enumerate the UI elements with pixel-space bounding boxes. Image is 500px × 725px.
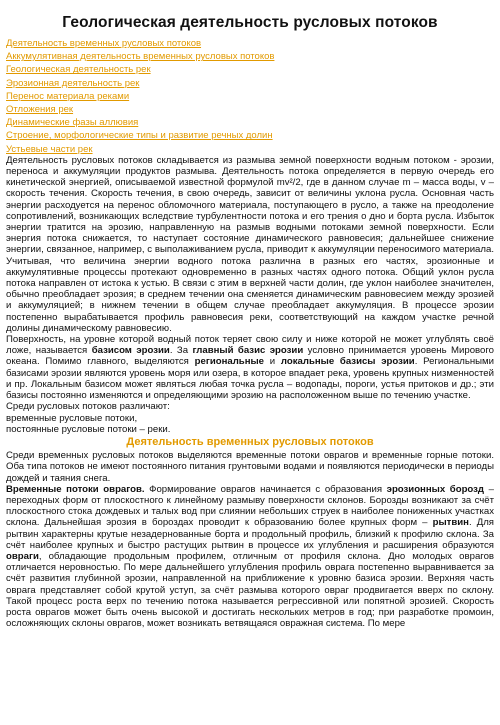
toc-link-river-mouths[interactable]: Устьевые части рек <box>6 143 93 155</box>
term-local-erosion-base: локальные базисы эрозии <box>280 356 415 368</box>
toc-link-river-erosion[interactable]: Эрозионная деятельность рек <box>6 77 140 89</box>
paragraph: Деятельность русловых потоков складывается из размыва земной поверхности водным потоком - эрозии, переноса и аккумуляции продуктов размыва. Деятельность потока определяется в первую очередь его кинетической энергией, описываемой известной формулой mv²/2, где в данном случае m – масса воды, v – скорость течения. Скорость течения, в свою очередь, зависит от величины уклона русла. Основная часть энергии расходуется на перенос обломочного материала, поступающего в русло, а также на преодоление сопротивлений, возникающих вследствие турбулентности потока и его трения о дно и борта русла. Избыток энергии тратится на эрозию, направленную на размыв водными потоками земной поверхности. Если энергия потока снижается, то наступает состояние динамического равновесия; дальнейшее снижение энергии, связанное, например, с выполаживанием русла, приводит к аккумуляции переносимого материала. Учитывая, что величина энергии водного потока различна в разных его частях, эрозионные и аккумулятивные процессы протекают одновременно в разных частях одного потока. Общий уклон русла потока направлен от истока к устью. В связи с этим в верхней части долин, где уклон наиболее значителен, обычно преобладает эрозия; в среднем течении она сменяется динамическим равновесием между эрозией и аккумуляцией; в нижнем течении в общем случае преобладает аккумуляция. В процессе эрозии постепенно вырабатывается профиль равновесия реки, соответствующий на каждом участке речной долины динамическому равновесию. <box>6 154 494 334</box>
term-ravine-flows: Временные потоки оврагов. <box>6 483 145 495</box>
paragraph: Среди русловых потоков различают: <box>6 401 170 413</box>
toc-item <box>6 102 494 115</box>
toc-link-valley-structure[interactable]: Строение, морфологические типы и развитие речных долин <box>6 130 273 142</box>
section-heading: Деятельность временных русловых потоков <box>126 435 374 448</box>
toc-item <box>6 128 494 141</box>
term-main-erosion-base: главный базис эрозии <box>192 345 304 357</box>
table-of-contents <box>6 36 494 155</box>
toc-item <box>6 115 494 128</box>
list-item: временные русловые потоки, <box>6 412 138 424</box>
toc-item <box>6 76 494 89</box>
term-erosion-base: базисом эрозии <box>91 345 170 357</box>
paragraph: Среди временных русловых потоков выделяются временные потоки оврагов и временные горные потоки. Оба типа потоков не имеют постоянного питания грунтовыми водами и появляются периодически в периоды дождей и таяния снега. <box>6 450 494 484</box>
toc-link-accumulation-temporary[interactable]: Аккумулятивная деятельность временных русловых потоков <box>6 51 275 63</box>
paragraph: Поверхность, на уровне которой водный поток теряет свою силу и ниже которой не может углублять своё ложе, называется базисом эрозии. За главный базис эрозии условно принимается уровень Мирового океана. Помимо главного, выделяются региональные и локальные базисы эрозии. Региональными базисами эрозии являются уровень моря или озера, в которое впадает река, уровень крупных низменностей и пр. Локальным базисом может являться любая точка русла – водопады, пороги, устья притоков и др.; эти базисы постоянно изменяются и определяющими эрозию на расположенном выше по течению участке. <box>6 334 494 402</box>
toc-item <box>6 49 494 62</box>
list-item: постоянные русловые потоки – реки. <box>6 423 171 435</box>
toc-link-rivers-geology[interactable]: Геологическая деятельность рек <box>6 64 151 76</box>
toc-link-temporary-flows[interactable]: Деятельность временных русловых потоков <box>6 38 202 49</box>
toc-link-alluvium-phases[interactable]: Динамические фазы аллювия <box>6 117 139 129</box>
term-gullies: рытвин <box>432 517 469 529</box>
term-ravines: овраги <box>6 550 39 562</box>
toc-link-material-transport[interactable]: Перенос материала реками <box>6 90 130 102</box>
article-body <box>6 155 494 630</box>
paragraph: Временные потоки оврагов. Формирование оврагов начинается с образования эрозионных борозд – переходных форм от плоскостного к линейному размыву поверхности склонов. Борозды возникают за счёт плоскостного стока дождевых и талых вод при слиянии небольших струек в наиболее пониженных участках склона. Дальнейшая эрозия в бороздах проводит к образованию более крупных форм – рытвин. Для рытвин характерны крутые незадернованные борта и продольный профиль, близкий к профилю склона. За счёт наиболее крупных и быстро растущих рытвин в процессе их углубления и расширения образуются овраги, обладающие продольным профилем, отличным от профиля склона. Дно молодых оврагов отличается неровностью. По мере дальнейшего углубления профиль оврага постепенно выравнивается за счёт развития глубинной эрозии, направленной на приближение к уровню базиса эрозии. Верхняя часть оврага представляет собой крутой уступ, за счёт размыва которого овраг продвигается вверх по склону. Такой процесс роста верх по течению потока называется регрессивной или попятной эрозией. Скорость роста оврагов может быть очень высокой и достигать нескольких метров в год; при разработке промоин, осложняющих склоны оврагов, может возникать ветвящаяся овражная система. По мере <box>6 483 494 630</box>
toc-item <box>6 36 494 49</box>
toc-link-river-deposits[interactable]: Отложения рек <box>6 104 74 116</box>
toc-item <box>6 89 494 102</box>
term-erosion-furrows: эрозионных борозд <box>386 483 485 495</box>
term-regional: региональные <box>194 356 265 368</box>
toc-item <box>6 62 494 75</box>
page-title: Геологическая деятельность русловых потоков <box>62 14 438 31</box>
toc-item <box>6 142 494 155</box>
